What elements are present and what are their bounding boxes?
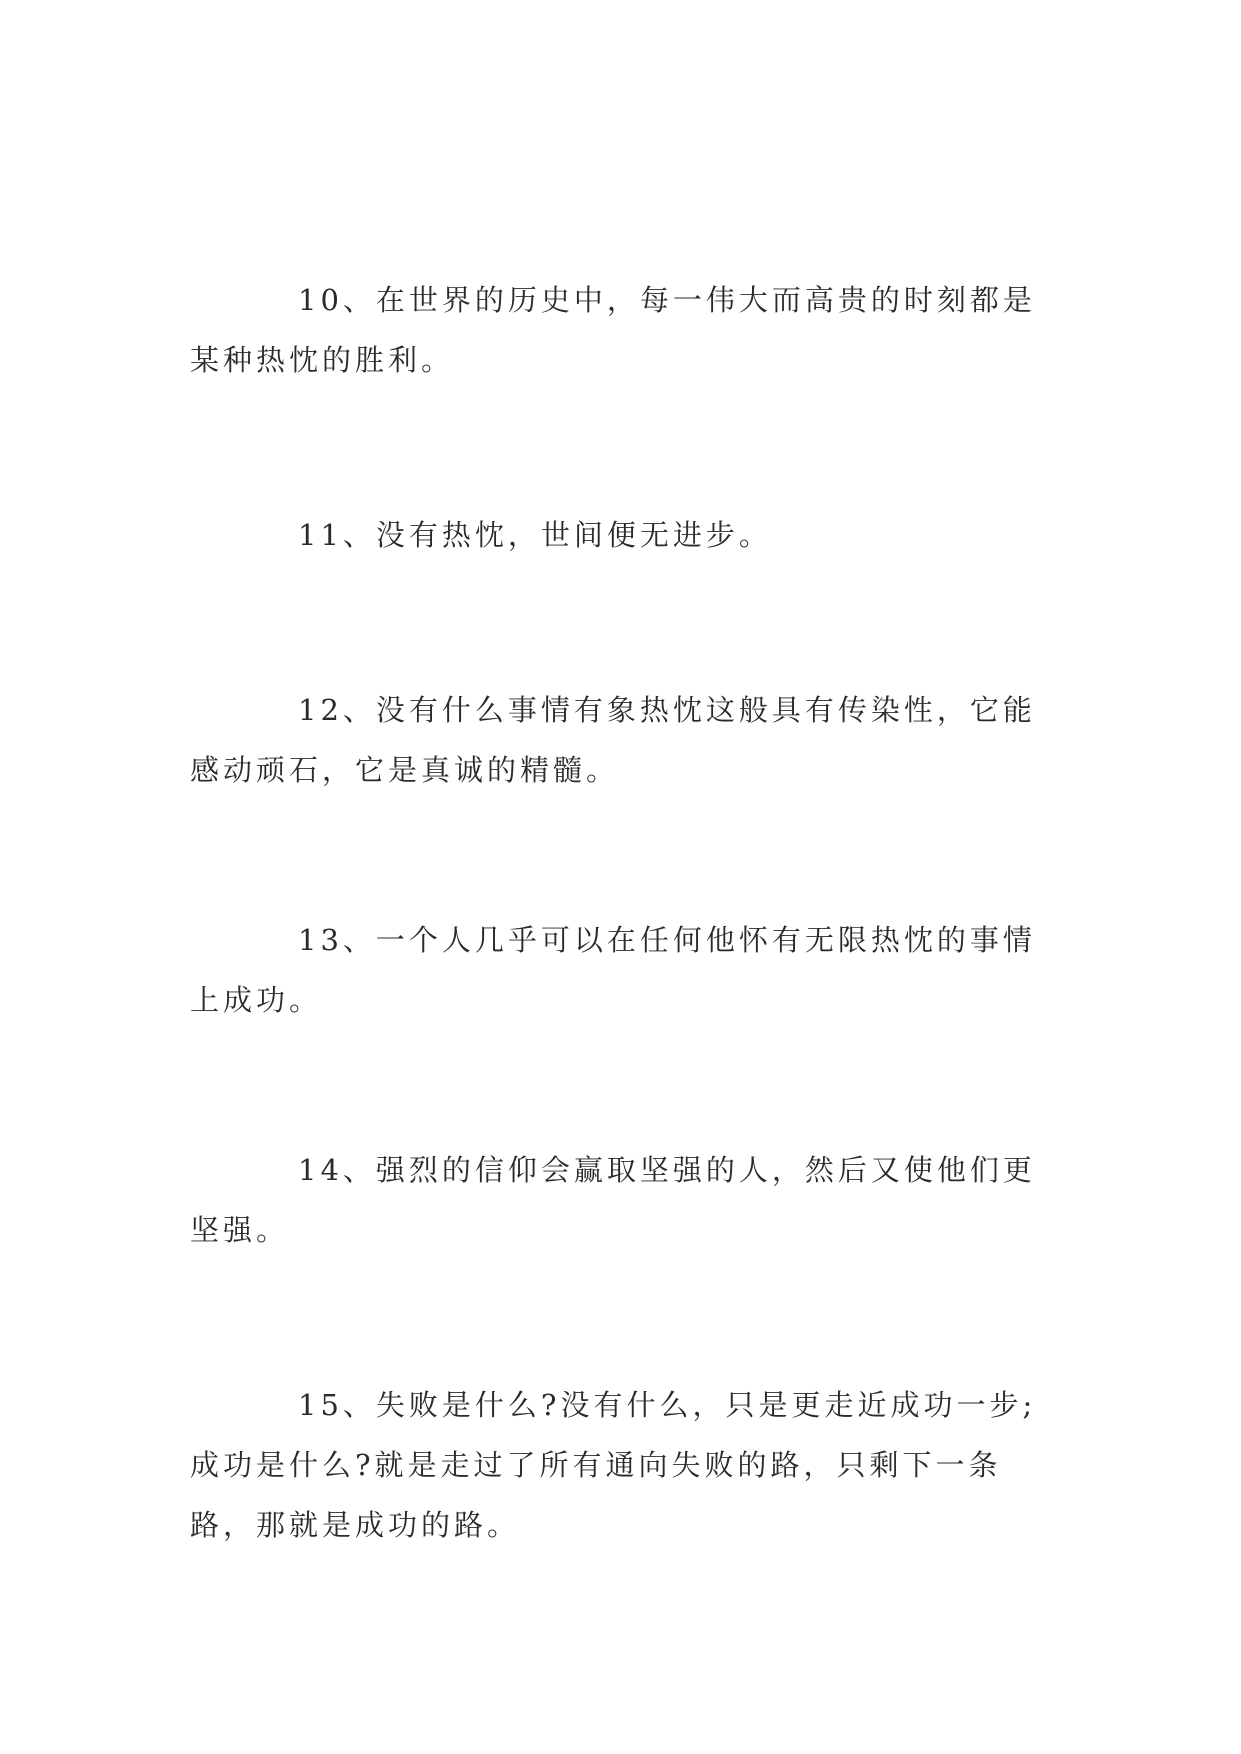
paragraph-11: 11、没有热忱，世间便无进步。 [298, 518, 772, 552]
paragraph-12: 12、没有什么事情有象热忱这般具有传染性，它能感动顽石，它是真诚的精髓。 [190, 693, 1036, 787]
paragraph-14: 14、强烈的信仰会赢取坚强的人，然后又使他们更坚强。 [190, 1153, 1036, 1247]
paragraph-15: 15、失败是什么?没有什么，只是更走近成功一步;成功是什么?就是走过了所有通向失败的路，只剩下一条路，那就是成功的路。 [190, 1388, 1037, 1542]
paragraph-13: 13、一个人几乎可以在任何他怀有无限热忱的事情上成功。 [190, 923, 1036, 1017]
paragraph-10: 10、在世界的历史中，每一伟大而高贵的时刻都是某种热忱的胜利。 [190, 283, 1036, 377]
